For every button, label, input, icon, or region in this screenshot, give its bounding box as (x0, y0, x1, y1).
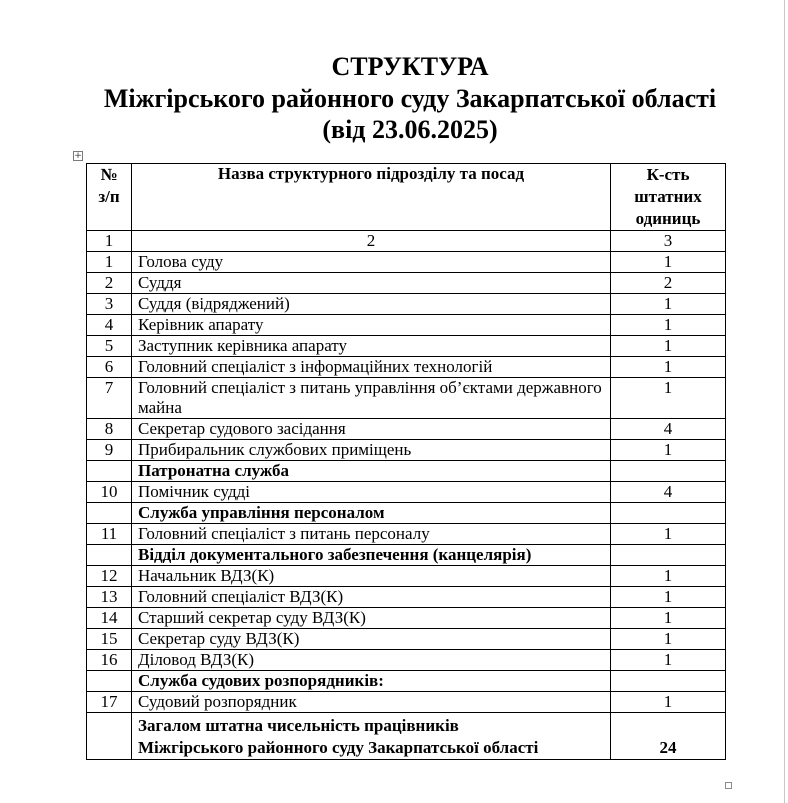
table-row (87, 419, 726, 440)
total-label: Загалом штатна чисельність працівників Міжгірського районного суду Закарпатської області (132, 713, 611, 760)
row-number: 7 (87, 378, 132, 419)
position-name: Діловод ВДЗ(К) (132, 650, 611, 671)
position-count: 4 (611, 482, 726, 503)
row-number: 14 (87, 608, 132, 629)
position-count: 1 (611, 566, 726, 587)
position-count: 1 (611, 587, 726, 608)
section-title: Служба судових розпорядників: (132, 671, 611, 692)
position-name: Керівник апарату (132, 315, 611, 336)
total-number-cell (87, 713, 132, 760)
position-count: 1 (611, 629, 726, 650)
row-number: 9 (87, 440, 132, 461)
table-row (87, 692, 726, 713)
position-name: Головний спеціаліст з питань управління об’єктами державного майна (132, 378, 611, 419)
section-title: Патронатна служба (132, 461, 611, 482)
row-number: 3 (87, 294, 132, 315)
section-number-cell (87, 503, 132, 524)
section-row (87, 461, 726, 482)
row-number: 4 (87, 315, 132, 336)
column-number: 2 (132, 231, 611, 252)
position-count: 1 (611, 357, 726, 378)
position-name: Голова суду (132, 252, 611, 273)
position-name: Судовий розпорядник (132, 692, 611, 713)
position-count: 1 (611, 336, 726, 357)
position-name: Суддя (132, 273, 611, 294)
position-count: 1 (611, 608, 726, 629)
column-number-row (87, 231, 726, 252)
position-name: Головний спеціаліст з питань персоналу (132, 524, 611, 545)
document-subtitle: Міжгірського районного суду Закарпатської області (103, 84, 717, 113)
position-name: Головний спеціаліст ВДЗ(К) (132, 587, 611, 608)
row-number: 6 (87, 357, 132, 378)
table-row (87, 650, 726, 671)
section-number-cell (87, 671, 132, 692)
position-count: 1 (611, 252, 726, 273)
column-number: 3 (611, 231, 726, 252)
structure-table (86, 163, 726, 760)
position-name: Прибиральник службових приміщень (132, 440, 611, 461)
position-name: Секретар судового засідання (132, 419, 611, 440)
row-number: 5 (87, 336, 132, 357)
section-number-cell (87, 545, 132, 566)
header-count: К-сть штатних одиниць (611, 164, 726, 231)
table-row (87, 294, 726, 315)
section-title: Відділ документального забезпечення (канцелярія) (132, 545, 611, 566)
position-name: Головний спеціаліст з інформаційних технологій (132, 357, 611, 378)
row-number: 13 (87, 587, 132, 608)
row-number: 10 (87, 482, 132, 503)
column-number: 1 (87, 231, 132, 252)
position-name: Секретар суду ВДЗ(К) (132, 629, 611, 650)
position-count: 4 (611, 419, 726, 440)
total-count: 24 (611, 713, 726, 760)
table-header-row (87, 164, 726, 231)
table-row (87, 608, 726, 629)
position-count: 1 (611, 315, 726, 336)
table-row (87, 524, 726, 545)
row-number: 8 (87, 419, 132, 440)
position-count: 1 (611, 524, 726, 545)
row-number: 17 (87, 692, 132, 713)
document-date: (від 23.06.2025) (322, 115, 498, 144)
position-name: Начальник ВДЗ(К) (132, 566, 611, 587)
row-number: 1 (87, 252, 132, 273)
position-count: 1 (611, 440, 726, 461)
section-row (87, 671, 726, 692)
position-name: Суддя (відряджений) (132, 294, 611, 315)
header-name: Назва структурного підрозділу та посад (132, 164, 611, 231)
position-name: Старший секретар суду ВДЗ(К) (132, 608, 611, 629)
section-row (87, 503, 726, 524)
section-count-cell (611, 545, 726, 566)
row-number: 12 (87, 566, 132, 587)
row-number: 16 (87, 650, 132, 671)
position-name: Помічник судді (132, 482, 611, 503)
section-title: Служба управління персоналом (132, 503, 611, 524)
table-row (87, 357, 726, 378)
table-row (87, 587, 726, 608)
table-row (87, 440, 726, 461)
table-row (87, 482, 726, 503)
table-row (87, 566, 726, 587)
position-count: 1 (611, 692, 726, 713)
table-row (87, 315, 726, 336)
table-row (87, 378, 726, 419)
row-number: 2 (87, 273, 132, 294)
table-resize-handle[interactable] (725, 782, 732, 789)
row-number: 15 (87, 629, 132, 650)
section-count-cell (611, 503, 726, 524)
header-number: № з/п (87, 164, 132, 231)
position-count: 1 (611, 378, 726, 419)
position-count: 1 (611, 294, 726, 315)
table-row (87, 252, 726, 273)
row-number: 11 (87, 524, 132, 545)
table-row (87, 629, 726, 650)
section-number-cell (87, 461, 132, 482)
section-count-cell (611, 671, 726, 692)
position-count: 1 (611, 650, 726, 671)
table-row (87, 273, 726, 294)
total-row (87, 713, 726, 760)
position-count: 2 (611, 273, 726, 294)
table-row (87, 336, 726, 357)
section-count-cell (611, 461, 726, 482)
document-title: СТРУКТУРА (331, 52, 489, 81)
section-row (87, 545, 726, 566)
table-move-handle-icon[interactable]: + (74, 151, 82, 161)
position-name: Заступник керівника апарату (132, 336, 611, 357)
